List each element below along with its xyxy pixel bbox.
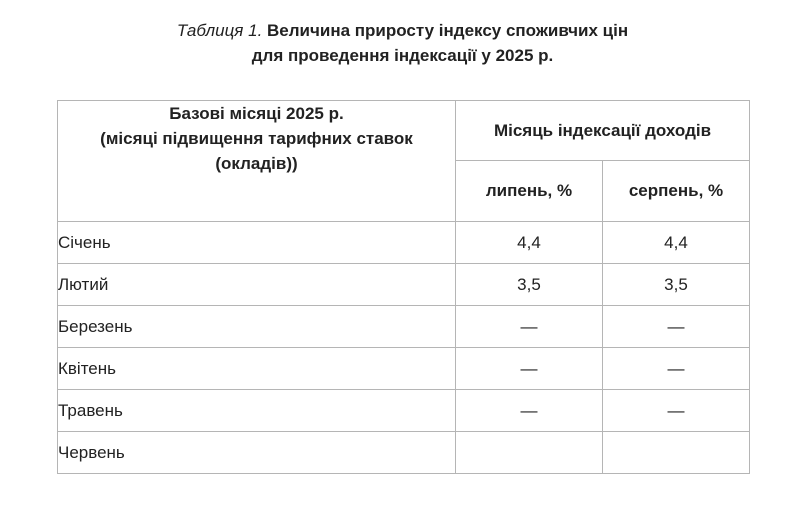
- month-cell: Січень: [58, 222, 456, 264]
- indexation-month-header: Місяць індексації доходів: [456, 101, 750, 161]
- table-row: [58, 306, 750, 348]
- july-value-cell: —: [456, 306, 603, 348]
- caption-label: Таблиця 1.: [176, 21, 263, 40]
- month-cell: Лютий: [58, 264, 456, 306]
- base-header-line-2: (місяці підвищення тарифних ставок: [100, 129, 413, 148]
- august-value-cell: —: [603, 390, 750, 432]
- july-header: липень, %: [456, 161, 603, 222]
- indexation-table: [57, 100, 750, 474]
- july-value-cell: [456, 432, 603, 474]
- july-value-cell: —: [456, 348, 603, 390]
- august-value-cell: 4,4: [603, 222, 750, 264]
- table-row: [58, 390, 750, 432]
- header-row-1: [58, 101, 750, 161]
- month-cell: Червень: [58, 432, 456, 474]
- base-header-line-3: (окладів)): [215, 154, 298, 173]
- july-value-cell: 3,5: [456, 264, 603, 306]
- caption-title-line-2: для проведення індексації у 2025 р.: [251, 46, 554, 65]
- table-row: [58, 348, 750, 390]
- month-cell: Квітень: [58, 348, 456, 390]
- august-value-cell: 3,5: [603, 264, 750, 306]
- august-header: серпень, %: [603, 161, 750, 222]
- july-value-cell: —: [456, 390, 603, 432]
- august-value-cell: —: [603, 348, 750, 390]
- table-row: [58, 222, 750, 264]
- base-months-header: [58, 101, 456, 222]
- caption-title-line-1: Величина приросту індексу споживчих цін: [267, 21, 629, 40]
- august-value-cell: [603, 432, 750, 474]
- caption-line-1: [0, 18, 785, 43]
- month-cell: Березень: [58, 306, 456, 348]
- july-value-cell: 4,4: [456, 222, 603, 264]
- table-row: [58, 264, 750, 306]
- base-header-line-1: Базові місяці 2025 р.: [169, 104, 344, 123]
- table-caption: [0, 18, 785, 68]
- table-row: [58, 432, 750, 474]
- august-value-cell: —: [603, 306, 750, 348]
- month-cell: Травень: [58, 390, 456, 432]
